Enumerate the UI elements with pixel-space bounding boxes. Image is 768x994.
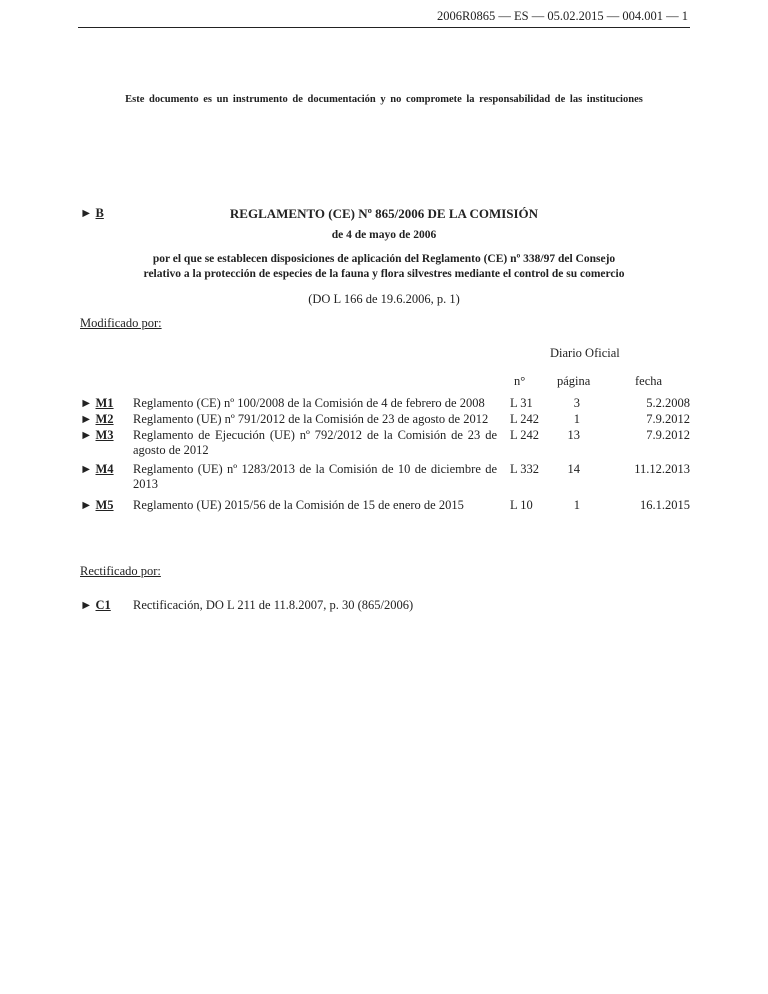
column-header-date: fecha xyxy=(635,374,663,388)
amendment-text: Reglamento de Ejecución (UE) nº 792/2012 de la Comisión de 23 de agosto de 2012 xyxy=(133,428,497,457)
marker-c1[interactable]: ► C1 xyxy=(80,598,111,612)
marker-m5[interactable]: ► M5 xyxy=(80,498,114,512)
journal-date: 7.9.2012 xyxy=(646,428,690,442)
amendment-text: Reglamento (CE) nº 100/2008 de la Comisión de 4 de febrero de 2008 xyxy=(133,396,485,410)
journal-number: L 10 xyxy=(510,498,533,512)
journal-date: 7.9.2012 xyxy=(646,412,690,426)
regulation-date: de 4 de mayo de 2006 xyxy=(331,229,437,241)
disclaimer: Este documento es un instrumento de documentación y no compromete la responsabilidad de las instituciones xyxy=(125,94,643,105)
publication-reference: (DO L 166 de 19.6.2006, p. 1) xyxy=(308,292,460,306)
subtitle-line-1: por el que se establecen disposiciones de aplicación del Reglamento (CE) nº 338/97 del Consejo xyxy=(152,253,616,265)
journal-group-header: Diario Oficial xyxy=(550,346,620,360)
journal-number: L 332 xyxy=(510,462,540,476)
subtitle-line-2: relativo a la protección de especies de la fauna y flora silvestres mediante el control de su comercio xyxy=(143,268,625,280)
journal-page: 1 xyxy=(573,498,580,512)
journal-number: L 242 xyxy=(510,412,540,426)
amendment-text: Reglamento (UE) nº 791/2012 de la Comisión de 23 de agosto de 2012 xyxy=(133,412,489,426)
correction-text: Rectificación, DO L 211 de 11.8.2007, p. 30 (865/2006) xyxy=(133,598,414,612)
journal-page: 1 xyxy=(573,412,580,426)
column-header-page: página xyxy=(557,374,591,388)
journal-page: 14 xyxy=(567,462,580,476)
journal-date: 16.1.2015 xyxy=(640,498,690,512)
modified-by-heading: Modificado por: xyxy=(80,316,162,330)
header-rule xyxy=(78,27,690,28)
document-reference: 2006R0865 — ES — 05.02.2015 — 004.001 — 1 xyxy=(436,9,688,23)
regulation-title: REGLAMENTO (CE) Nº 865/2006 DE LA COMISIÓN xyxy=(229,206,539,221)
marker-m3[interactable]: ► M3 xyxy=(80,428,114,442)
marker-b[interactable]: ► B xyxy=(80,206,104,220)
amendment-text: Reglamento (UE) 2015/56 de la Comisión de 15 de enero de 2015 xyxy=(133,498,464,512)
journal-date: 5.2.2008 xyxy=(646,396,690,410)
marker-m1[interactable]: ► M1 xyxy=(80,396,114,410)
marker-b-label[interactable]: B xyxy=(95,206,104,220)
corrected-by-heading: Rectificado por: xyxy=(80,564,161,578)
journal-number: L 242 xyxy=(510,428,540,442)
journal-date: 11.12.2013 xyxy=(634,462,690,476)
journal-page: 3 xyxy=(573,396,580,410)
marker-m4[interactable]: ► M4 xyxy=(80,462,114,476)
marker-m2[interactable]: ► M2 xyxy=(80,412,114,426)
column-header-number: n° xyxy=(514,374,526,388)
journal-page: 13 xyxy=(567,428,580,442)
amendment-text: Reglamento (UE) nº 1283/2013 de la Comisión de 10 de diciembre de 2013 xyxy=(133,462,497,491)
journal-number: L 31 xyxy=(510,396,533,410)
